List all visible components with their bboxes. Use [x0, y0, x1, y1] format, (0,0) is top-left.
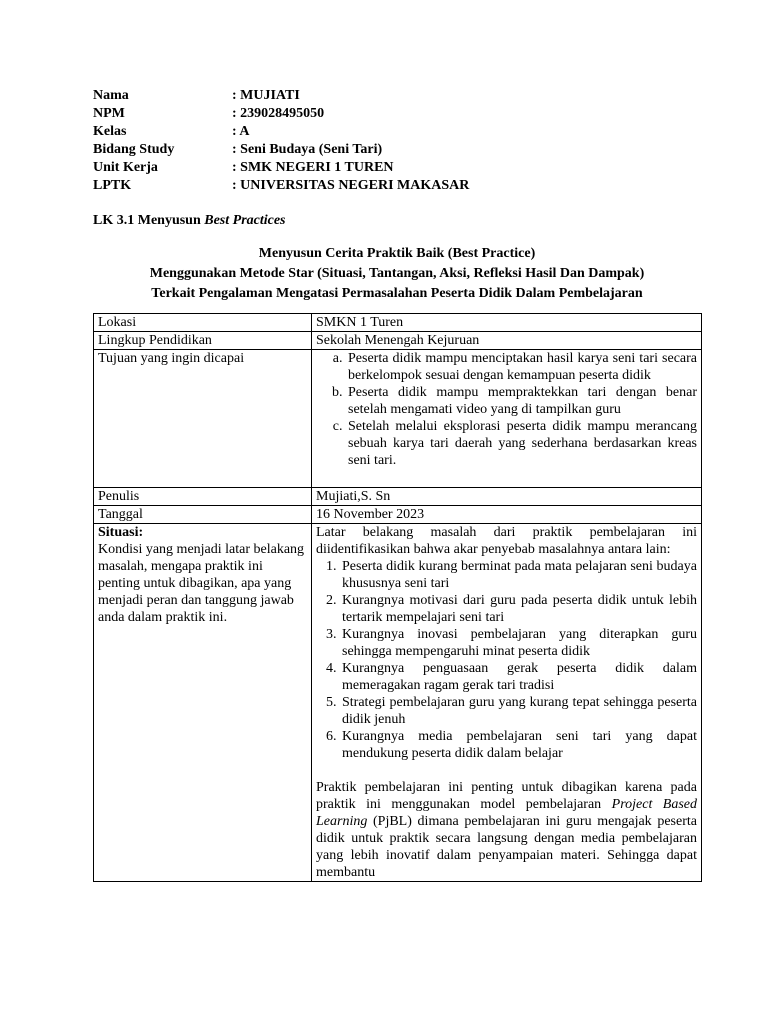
- identity-row-unit-kerja: [93, 159, 701, 177]
- list-item: a. Peserta didik mampu menciptakan hasil karya seni tari secara berkelompok sesuai dengan kemampuan peserta didik: [346, 350, 697, 384]
- paragraph-text-2: (PjBL) dimana pembelajaran ini guru mengajak peserta didik untuk praktik secara langsung dengan media pembelajaran yang lebih inovatif dalam penyampaian materi. Sehingga dapat membantu: [316, 814, 697, 880]
- list-item: 6. Kurangnya media pembelajaran seni tari yang dapat mendukung peserta didik dalam belajar: [340, 728, 697, 762]
- table-row-tanggal: [94, 506, 702, 524]
- identity-label: NPM: [93, 106, 125, 121]
- situasi-causes-list: [316, 558, 697, 762]
- situasi-label-cell: [94, 524, 312, 882]
- identity-label: Bidang Study: [93, 142, 175, 157]
- document-heading: [93, 244, 701, 304]
- paragraph-italic: Project Based Learning: [316, 797, 697, 829]
- table-row-lingkup: [94, 332, 702, 350]
- situasi-intro: Latar belakang masalah dari praktik pembelajaran ini diidentifikasikan bahwa akar penyebab masalahnya antara lain:: [316, 525, 697, 557]
- identity-label: Nama: [93, 88, 129, 103]
- identity-value: : UNIVERSITAS NEGERI MAKASAR: [232, 178, 470, 193]
- tujuan-list: [316, 350, 697, 469]
- row-value: Mujiati,S. Sn: [312, 488, 702, 506]
- identity-value: : SMK NEGERI 1 TUREN: [232, 160, 394, 175]
- row-label: Lokasi: [94, 314, 312, 332]
- heading-line-3: Terkait Pengalaman Mengatasi Permasalahan Peserta Didik Dalam Pembelajaran: [151, 286, 643, 301]
- row-label: Tujuan yang ingin dicapai: [94, 350, 312, 488]
- list-item: 4. Kurangnya penguasaan gerak peserta didik dalam memeragakan ragam gerak tari tradisi: [340, 660, 697, 694]
- heading-line-1: Menyusun Cerita Praktik Baik (Best Practice): [258, 246, 536, 261]
- list-item: b. Peserta didik mampu mempraktekkan tari dengan benar setelah mengamati video yang di tampilkan guru: [346, 384, 697, 418]
- table-row-lokasi: [94, 314, 702, 332]
- lk-title-prefix: LK 3.1 Menyusun: [93, 213, 205, 228]
- row-label: Penulis: [94, 488, 312, 506]
- document-page: [93, 87, 701, 304]
- list-item: c. Setelah melalui eksplorasi peserta didik mampu merancang sebuah karya tari daerah yang sederhana berdasarkan kreas seni tari.: [346, 418, 697, 469]
- row-value: [312, 350, 702, 488]
- identity-row-bidang-study: [93, 141, 701, 159]
- row-value: Sekolah Menengah Kejuruan: [312, 332, 702, 350]
- paragraph-text-1: Praktik pembelajaran ini penting untuk dibagikan karena pada praktik ini menggunakan model pembelajaran: [316, 780, 697, 812]
- identity-label: Kelas: [93, 124, 127, 139]
- identity-value: : 239028495050: [232, 106, 325, 121]
- identity-row-nama: [93, 87, 701, 105]
- identity-row-npm: [93, 105, 701, 123]
- list-item: 3. Kurangnya inovasi pembelajaran yang diterapkan guru sehingga mempengaruhi minat peserta didik: [340, 626, 697, 660]
- list-item: 1. Peserta didik kurang berminat pada mata pelajaran seni budaya khususnya seni tari: [340, 558, 697, 592]
- situasi-paragraph: [316, 779, 697, 881]
- best-practice-table: [93, 313, 702, 882]
- identity-value: : Seni Budaya (Seni Tari): [232, 142, 383, 157]
- lk-title-italic: Best Practices: [204, 213, 286, 228]
- row-value: SMKN 1 Turen: [312, 314, 702, 332]
- row-label: Tanggal: [94, 506, 312, 524]
- lk-title: [93, 212, 701, 230]
- identity-value: : MUJIATI: [232, 88, 300, 103]
- identity-label: LPTK: [93, 178, 132, 193]
- table-row-situasi: [94, 524, 702, 882]
- list-item: 5. Strategi pembelajaran guru yang kurang tepat sehingga peserta didik jenuh: [340, 694, 697, 728]
- identity-value: : A: [232, 124, 250, 139]
- row-label: Lingkup Pendidikan: [94, 332, 312, 350]
- list-item: 2. Kurangnya motivasi dari guru pada peserta didik untuk lebih tertarik mempelajari seni tari: [340, 592, 697, 626]
- identity-block: [93, 87, 701, 195]
- identity-row-lptk: [93, 177, 701, 195]
- heading-line-2: Menggunakan Metode Star (Situasi, Tantangan, Aksi, Refleksi Hasil Dan Dampak): [149, 266, 645, 281]
- row-value: 16 November 2023: [312, 506, 702, 524]
- identity-label: Unit Kerja: [93, 160, 158, 175]
- table-row-penulis: [94, 488, 702, 506]
- identity-row-kelas: [93, 123, 701, 141]
- situasi-description: Kondisi yang menjadi latar belakang masalah, mengapa praktik ini penting untuk dibagikan, apa yang menjadi peran dan tanggung jawab anda dalam praktik ini.: [98, 542, 305, 625]
- situasi-content-cell: [312, 524, 702, 882]
- table-row-tujuan: [94, 350, 702, 488]
- situasi-title: Situasi:: [98, 525, 144, 540]
